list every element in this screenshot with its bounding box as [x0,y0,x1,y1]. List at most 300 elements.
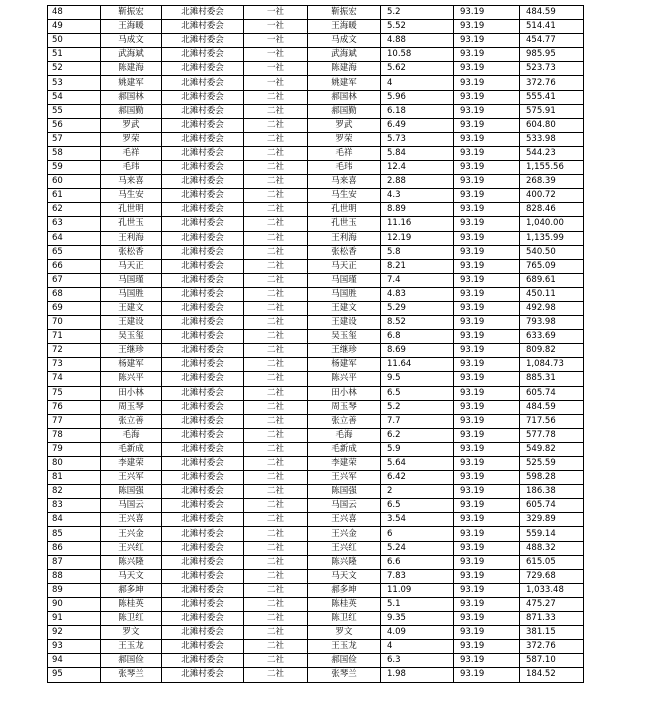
payee-cell: 陈国强 [308,485,381,499]
amount-cell: 492.98 [520,301,584,315]
area-cell: 6.18 [381,104,454,118]
village-committee-cell: 北滩村委会 [162,161,244,175]
name-cell: 毛海 [101,428,162,442]
table-row [48,161,584,175]
village-committee-cell: 北滩村委会 [162,499,244,513]
payee-cell: 毛新成 [308,442,381,456]
table-row [48,287,584,301]
row-number-cell: 52 [48,62,101,76]
group-cell: 二社 [244,654,308,668]
group-cell: 二社 [244,344,308,358]
amount-cell: 717.56 [520,414,584,428]
amount-cell: 1,084.73 [520,358,584,372]
name-cell: 王兴军 [101,471,162,485]
village-committee-cell: 北滩村委会 [162,555,244,569]
unit-price-cell: 93.19 [454,612,520,626]
name-cell: 张立善 [101,414,162,428]
amount-cell: 186.38 [520,485,584,499]
table-row [48,189,584,203]
village-committee-cell: 北滩村委会 [162,146,244,160]
name-cell: 王利海 [101,231,162,245]
row-number-cell: 57 [48,132,101,146]
area-cell: 5.73 [381,132,454,146]
village-committee-cell: 北滩村委会 [162,6,244,20]
amount-cell: 885.31 [520,372,584,386]
area-cell: 6.42 [381,471,454,485]
amount-cell: 689.61 [520,273,584,287]
table-row [48,316,584,330]
unit-price-cell: 93.19 [454,344,520,358]
area-cell: 6.49 [381,118,454,132]
row-number-cell: 67 [48,273,101,287]
village-committee-cell: 北滩村委会 [162,442,244,456]
table-row [48,428,584,442]
area-cell: 5.64 [381,457,454,471]
row-number-cell: 49 [48,20,101,34]
area-cell: 4 [381,76,454,90]
table-row [48,569,584,583]
row-number-cell: 68 [48,287,101,301]
area-cell: 9.5 [381,372,454,386]
table-row [48,146,584,160]
unit-price-cell: 93.19 [454,555,520,569]
area-cell: 12.4 [381,161,454,175]
unit-price-cell: 93.19 [454,217,520,231]
village-committee-cell: 北滩村委会 [162,48,244,62]
row-number-cell: 54 [48,90,101,104]
amount-cell: 475.27 [520,597,584,611]
group-cell: 一社 [244,6,308,20]
table-row [48,344,584,358]
amount-cell: 454.77 [520,34,584,48]
name-cell: 陈国强 [101,485,162,499]
village-committee-cell: 北滩村委会 [162,104,244,118]
unit-price-cell: 93.19 [454,386,520,400]
area-cell: 5.1 [381,597,454,611]
payee-cell: 孔世玉 [308,217,381,231]
unit-price-cell: 93.19 [454,442,520,456]
village-committee-cell: 北滩村委会 [162,612,244,626]
area-cell: 5.96 [381,90,454,104]
village-committee-cell: 北滩村委会 [162,20,244,34]
table-row [48,640,584,654]
payee-cell: 姚建军 [308,76,381,90]
village-committee-cell: 北滩村委会 [162,203,244,217]
area-cell: 4.09 [381,626,454,640]
payee-cell: 毛玮 [308,161,381,175]
group-cell: 二社 [244,231,308,245]
area-cell: 7.4 [381,273,454,287]
village-committee-cell: 北滩村委会 [162,414,244,428]
table-row [48,372,584,386]
area-cell: 11.16 [381,217,454,231]
amount-cell: 559.14 [520,527,584,541]
village-committee-cell: 北滩村委会 [162,62,244,76]
group-cell: 二社 [244,175,308,189]
group-cell: 二社 [244,400,308,414]
group-cell: 二社 [244,527,308,541]
payee-cell: 马来喜 [308,175,381,189]
unit-price-cell: 93.19 [454,259,520,273]
village-committee-cell: 北滩村委会 [162,597,244,611]
area-cell: 11.64 [381,358,454,372]
group-cell: 二社 [244,203,308,217]
table-row [48,358,584,372]
group-cell: 二社 [244,273,308,287]
village-committee-cell: 北滩村委会 [162,386,244,400]
amount-cell: 381.15 [520,626,584,640]
area-cell: 5.24 [381,541,454,555]
village-committee-cell: 北滩村委会 [162,34,244,48]
group-cell: 二社 [244,442,308,456]
unit-price-cell: 93.19 [454,485,520,499]
unit-price-cell: 93.19 [454,231,520,245]
row-number-cell: 81 [48,471,101,485]
group-cell: 一社 [244,76,308,90]
payee-cell: 陈兴隆 [308,555,381,569]
area-cell: 6.8 [381,330,454,344]
table-row [48,612,584,626]
payee-cell: 郝国俭 [308,654,381,668]
village-committee-cell: 北滩村委会 [162,287,244,301]
amount-cell: 604.80 [520,118,584,132]
group-cell: 二社 [244,287,308,301]
area-cell: 9.35 [381,612,454,626]
village-committee-cell: 北滩村委会 [162,189,244,203]
row-number-cell: 59 [48,161,101,175]
payee-cell: 孔世明 [308,203,381,217]
area-cell: 6.5 [381,499,454,513]
unit-price-cell: 93.19 [454,527,520,541]
unit-price-cell: 93.19 [454,104,520,118]
table-row [48,442,584,456]
row-number-cell: 87 [48,555,101,569]
group-cell: 二社 [244,161,308,175]
payee-cell: 陈桂英 [308,597,381,611]
area-cell: 8.69 [381,344,454,358]
group-cell: 二社 [244,301,308,315]
name-cell: 陈卫红 [101,612,162,626]
group-cell: 一社 [244,34,308,48]
unit-price-cell: 93.19 [454,428,520,442]
table-row [48,217,584,231]
payee-cell: 郝国勤 [308,104,381,118]
payee-cell: 田小林 [308,386,381,400]
payee-cell: 李建荣 [308,457,381,471]
group-cell: 二社 [244,668,308,682]
village-committee-cell: 北滩村委会 [162,583,244,597]
name-cell: 马天正 [101,259,162,273]
area-cell: 12.19 [381,231,454,245]
payee-cell: 张立善 [308,414,381,428]
table-row [48,499,584,513]
unit-price-cell: 93.19 [454,654,520,668]
unit-price-cell: 93.19 [454,541,520,555]
amount-cell: 400.72 [520,189,584,203]
amount-cell: 729.68 [520,569,584,583]
name-cell: 陈桂英 [101,597,162,611]
payee-cell: 周玉琴 [308,400,381,414]
village-committee-cell: 北滩村委会 [162,485,244,499]
group-cell: 二社 [244,386,308,400]
row-number-cell: 55 [48,104,101,118]
unit-price-cell: 93.19 [454,358,520,372]
area-cell: 3.54 [381,513,454,527]
row-number-cell: 75 [48,386,101,400]
table-row [48,597,584,611]
amount-cell: 525.59 [520,457,584,471]
unit-price-cell: 93.19 [454,273,520,287]
payee-cell: 罗武 [308,118,381,132]
subsidy-table [47,5,584,683]
amount-cell: 484.59 [520,400,584,414]
area-cell: 11.09 [381,583,454,597]
area-cell: 8.52 [381,316,454,330]
amount-cell: 1,135.99 [520,231,584,245]
payee-cell: 马国瑾 [308,273,381,287]
amount-cell: 605.74 [520,499,584,513]
table-row [48,555,584,569]
table-row [48,20,584,34]
village-committee-cell: 北滩村委会 [162,245,244,259]
name-cell: 毛祥 [101,146,162,160]
village-committee-cell: 北滩村委会 [162,400,244,414]
village-committee-cell: 北滩村委会 [162,640,244,654]
area-cell: 6.3 [381,654,454,668]
unit-price-cell: 93.19 [454,640,520,654]
table-row [48,175,584,189]
name-cell: 马天文 [101,569,162,583]
village-committee-cell: 北滩村委会 [162,217,244,231]
name-cell: 马生安 [101,189,162,203]
area-cell: 1.98 [381,668,454,682]
village-committee-cell: 北滩村委会 [162,372,244,386]
row-number-cell: 63 [48,217,101,231]
table-body [48,6,584,683]
area-cell: 2.88 [381,175,454,189]
area-cell: 6.5 [381,386,454,400]
table-row [48,104,584,118]
area-cell: 7.83 [381,569,454,583]
table-row [48,76,584,90]
name-cell: 王继珍 [101,344,162,358]
unit-price-cell: 93.19 [454,626,520,640]
name-cell: 郝国俭 [101,654,162,668]
table-row [48,231,584,245]
village-committee-cell: 北滩村委会 [162,513,244,527]
payee-cell: 武海斌 [308,48,381,62]
payee-cell: 靳振宏 [308,6,381,20]
unit-price-cell: 93.19 [454,146,520,160]
amount-cell: 871.33 [520,612,584,626]
row-number-cell: 70 [48,316,101,330]
row-number-cell: 80 [48,457,101,471]
amount-cell: 1,040.00 [520,217,584,231]
payee-cell: 陈兴平 [308,372,381,386]
name-cell: 周玉琴 [101,400,162,414]
name-cell: 姚建军 [101,76,162,90]
group-cell: 二社 [244,513,308,527]
area-cell: 8.21 [381,259,454,273]
table-row [48,527,584,541]
amount-cell: 587.10 [520,654,584,668]
table-row [48,273,584,287]
table-row [48,301,584,315]
amount-cell: 540.50 [520,245,584,259]
unit-price-cell: 93.19 [454,316,520,330]
payee-cell: 王兴军 [308,471,381,485]
unit-price-cell: 93.19 [454,499,520,513]
area-cell: 2 [381,485,454,499]
area-cell: 10.58 [381,48,454,62]
unit-price-cell: 93.19 [454,34,520,48]
group-cell: 二社 [244,583,308,597]
payee-cell: 王玉龙 [308,640,381,654]
village-committee-cell: 北滩村委会 [162,541,244,555]
row-number-cell: 83 [48,499,101,513]
unit-price-cell: 93.19 [454,175,520,189]
payee-cell: 马生安 [308,189,381,203]
village-committee-cell: 北滩村委会 [162,301,244,315]
unit-price-cell: 93.19 [454,569,520,583]
amount-cell: 765.09 [520,259,584,273]
payee-cell: 罗荣 [308,132,381,146]
amount-cell: 533.98 [520,132,584,146]
amount-cell: 615.05 [520,555,584,569]
unit-price-cell: 93.19 [454,118,520,132]
group-cell: 二社 [244,640,308,654]
unit-price-cell: 93.19 [454,20,520,34]
name-cell: 罗文 [101,626,162,640]
payee-cell: 马天文 [308,569,381,583]
amount-cell: 633.69 [520,330,584,344]
unit-price-cell: 93.19 [454,245,520,259]
payee-cell: 马成文 [308,34,381,48]
name-cell: 陈建海 [101,62,162,76]
name-cell: 张琴兰 [101,668,162,682]
group-cell: 二社 [244,555,308,569]
name-cell: 陈兴平 [101,372,162,386]
unit-price-cell: 93.19 [454,668,520,682]
row-number-cell: 58 [48,146,101,160]
area-cell: 5.8 [381,245,454,259]
village-committee-cell: 北滩村委会 [162,668,244,682]
unit-price-cell: 93.19 [454,62,520,76]
group-cell: 二社 [244,358,308,372]
name-cell: 马国胜 [101,287,162,301]
group-cell: 二社 [244,217,308,231]
table-row [48,90,584,104]
village-committee-cell: 北滩村委会 [162,316,244,330]
village-committee-cell: 北滩村委会 [162,428,244,442]
unit-price-cell: 93.19 [454,189,520,203]
name-cell: 王建文 [101,301,162,315]
table-row [48,513,584,527]
group-cell: 二社 [244,485,308,499]
area-cell: 8.89 [381,203,454,217]
table-row [48,457,584,471]
row-number-cell: 89 [48,583,101,597]
amount-cell: 575.91 [520,104,584,118]
unit-price-cell: 93.19 [454,287,520,301]
area-cell: 7.7 [381,414,454,428]
name-cell: 王玉龙 [101,640,162,654]
amount-cell: 268.39 [520,175,584,189]
area-cell: 4.3 [381,189,454,203]
unit-price-cell: 93.19 [454,301,520,315]
village-committee-cell: 北滩村委会 [162,231,244,245]
area-cell: 6.2 [381,428,454,442]
group-cell: 二社 [244,414,308,428]
row-number-cell: 51 [48,48,101,62]
group-cell: 二社 [244,146,308,160]
group-cell: 二社 [244,245,308,259]
payee-cell: 王建设 [308,316,381,330]
table-row [48,6,584,20]
group-cell: 二社 [244,457,308,471]
group-cell: 二社 [244,132,308,146]
table-row [48,245,584,259]
name-cell: 马来喜 [101,175,162,189]
table-row [48,330,584,344]
amount-cell: 985.95 [520,48,584,62]
row-number-cell: 77 [48,414,101,428]
group-cell: 二社 [244,259,308,273]
amount-cell: 450.11 [520,287,584,301]
name-cell: 王海暖 [101,20,162,34]
row-number-cell: 72 [48,344,101,358]
name-cell: 张松香 [101,245,162,259]
table-row [48,118,584,132]
unit-price-cell: 93.19 [454,597,520,611]
row-number-cell: 85 [48,527,101,541]
table-row [48,62,584,76]
table-row [48,626,584,640]
row-number-cell: 50 [48,34,101,48]
unit-price-cell: 93.19 [454,48,520,62]
group-cell: 二社 [244,330,308,344]
table-row [48,259,584,273]
payee-cell: 杨建军 [308,358,381,372]
unit-price-cell: 93.19 [454,372,520,386]
amount-cell: 329.89 [520,513,584,527]
payee-cell: 毛海 [308,428,381,442]
payee-cell: 吴玉玺 [308,330,381,344]
row-number-cell: 93 [48,640,101,654]
unit-price-cell: 93.19 [454,471,520,485]
amount-cell: 549.82 [520,442,584,456]
row-number-cell: 61 [48,189,101,203]
amount-cell: 523.73 [520,62,584,76]
name-cell: 郝国勤 [101,104,162,118]
table-row [48,132,584,146]
amount-cell: 1,155.56 [520,161,584,175]
area-cell: 5.2 [381,6,454,20]
name-cell: 马成文 [101,34,162,48]
group-cell: 二社 [244,428,308,442]
table-row [48,541,584,555]
village-committee-cell: 北滩村委会 [162,358,244,372]
group-cell: 二社 [244,499,308,513]
group-cell: 二社 [244,104,308,118]
amount-cell: 577.78 [520,428,584,442]
group-cell: 二社 [244,597,308,611]
amount-cell: 828.46 [520,203,584,217]
row-number-cell: 48 [48,6,101,20]
table-row [48,48,584,62]
table-row [48,34,584,48]
area-cell: 5.62 [381,62,454,76]
